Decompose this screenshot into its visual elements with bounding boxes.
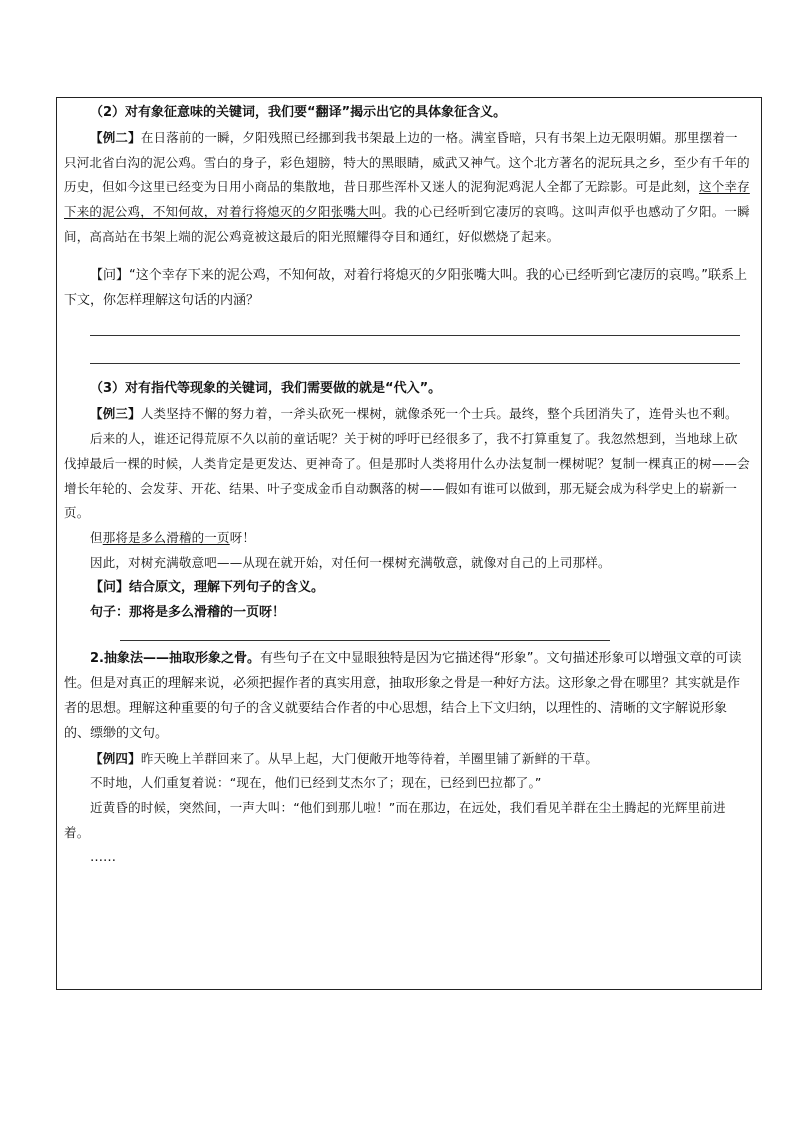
example3-paragraph-4: 因此，对树充满敬意吧——从现在就开始，对任何一棵树充满敬意，就像对自己的上司那样。	[90, 554, 611, 570]
answer-lines-2	[64, 625, 750, 647]
example3-paragraph-2: 后来的人，谁还记得荒原不久以前的童话呢？关于树的呼吁已经很多了，我不打算重复了。我忽然想到，当地球上砍伐掉最后一棵的时候，人类肯定是更发达、更神奇了。但是那时人类将用什么办法复制一棵树呢？复制一棵真正的树——会增长年轮的、会发芽、开花、结果、叶子变成金币自动飘落的树——假如有谁可以做到，那无疑会成为科学史上的崭新一页。	[64, 430, 750, 521]
abstract-method-text: 有些句子在文中显眼独特是因为它描述得“形象”。文句描述形象可以增强文章的可读性。但是对真正的理解来说，必须把握作者的真实用意，抽取形象之骨是一种好方法。这形象之骨在哪里？其实就是作者的思想。理解这种重要的句子的含义就要结合作者的中心思想，结合上下文归纳，以理性的、清晰的文字解说形象的、缥缈的文句。	[64, 651, 742, 741]
example3-underlined-sentence: 那将是多么滑稽的一页	[102, 530, 230, 546]
example3-text-1: 人类坚持不懈的努力着，一斧头砍死一棵树，就像杀死一个士兵。最终，整个兵团消失了，连骨头也不剩。	[140, 406, 738, 422]
example3-text-3-post: 呀！	[229, 530, 256, 546]
answer-line[interactable]	[90, 335, 740, 336]
answer-line[interactable]	[90, 363, 740, 364]
example3-paragraph-3	[64, 526, 750, 551]
question3: 【问】结合原文，理解下列句子的含义。	[90, 579, 325, 595]
example4-paragraph-1	[64, 747, 750, 772]
document-body	[64, 101, 750, 870]
question2: 【问】“这个幸存下来的泥公鸡，不知何故，对着行将熄灭的夕阳张嘴大叫。我的心已经听到它凄厉的哀鸣。”联系上下文，你怎样理解这句话的内涵？	[64, 267, 747, 308]
example4-paragraph-2: 不时地，人们重复着说：“现在，他们已经到艾杰尔了；现在，已经到巴拉都了。”	[90, 775, 542, 791]
abstract-method-heading: 2.抽象法——抽取形象之骨。	[90, 651, 260, 667]
section2-heading: （2）对有象征意味的关键词，我们要“翻译”揭示出它的具体象征含义。	[90, 105, 507, 120]
example3-paragraph-1	[64, 402, 750, 427]
example4-text-1: 昨天晚上羊群回来了。从早上起，大门便敞开地等待着，羊圈里铺了新鲜的干草。	[140, 750, 599, 766]
question3-sentence: 句子：那将是多么滑稽的一页呀！	[90, 604, 286, 620]
example2-paragraph	[64, 126, 750, 250]
ellipsis: ……	[90, 849, 116, 865]
example3-text-3-pre: 但	[90, 530, 103, 546]
example2-text-pre: 在日落前的一瞬，夕阳残照已经挪到我书架最上边的一格。满室昏暗，只有书架上边无限明媚。那里摆着一只河北省白沟的泥公鸡。雪白的身子，彩色翅膀，特大的黑眼睛，威武又神气。这个北方著名的泥玩具之乡，至少有千年的历史，但如今这里已经变为日用小商品的集散地，昔日那些浑朴又迷人的泥狗泥鸡泥人全都了无踪影。可是此刻，	[64, 129, 750, 195]
answer-line[interactable]	[120, 640, 610, 641]
section3-heading: （3）对有指代等现象的关键词，我们需要做的就是“代入”。	[90, 381, 442, 397]
example3-label: 【例三】	[90, 406, 141, 422]
example2-label: 【例二】	[90, 129, 141, 145]
example4-label: 【例四】	[90, 750, 141, 766]
example2-underlined-sentence: 这个幸存下来的泥公鸡，不知何故，对着行将熄灭的夕阳张嘴大叫	[64, 179, 750, 220]
abstract-method-paragraph	[64, 647, 750, 746]
example4-paragraph-3: 近黄昏的时候，突然间，一声大叫：“他们到那儿啦！”而在那边，在远处，我们看见羊群在尘土腾起的光辉里前进着。	[64, 800, 726, 840]
example2-text-post: 。我的心已经听到它凄厉的哀鸣。这叫声似乎也感动了夕阳。一瞬间，高高站在书架上端的泥公鸡竟被这最后的阳光照耀得夺目和通红，好似燃烧了起来。	[64, 204, 750, 244]
answer-lines-1	[64, 313, 750, 377]
